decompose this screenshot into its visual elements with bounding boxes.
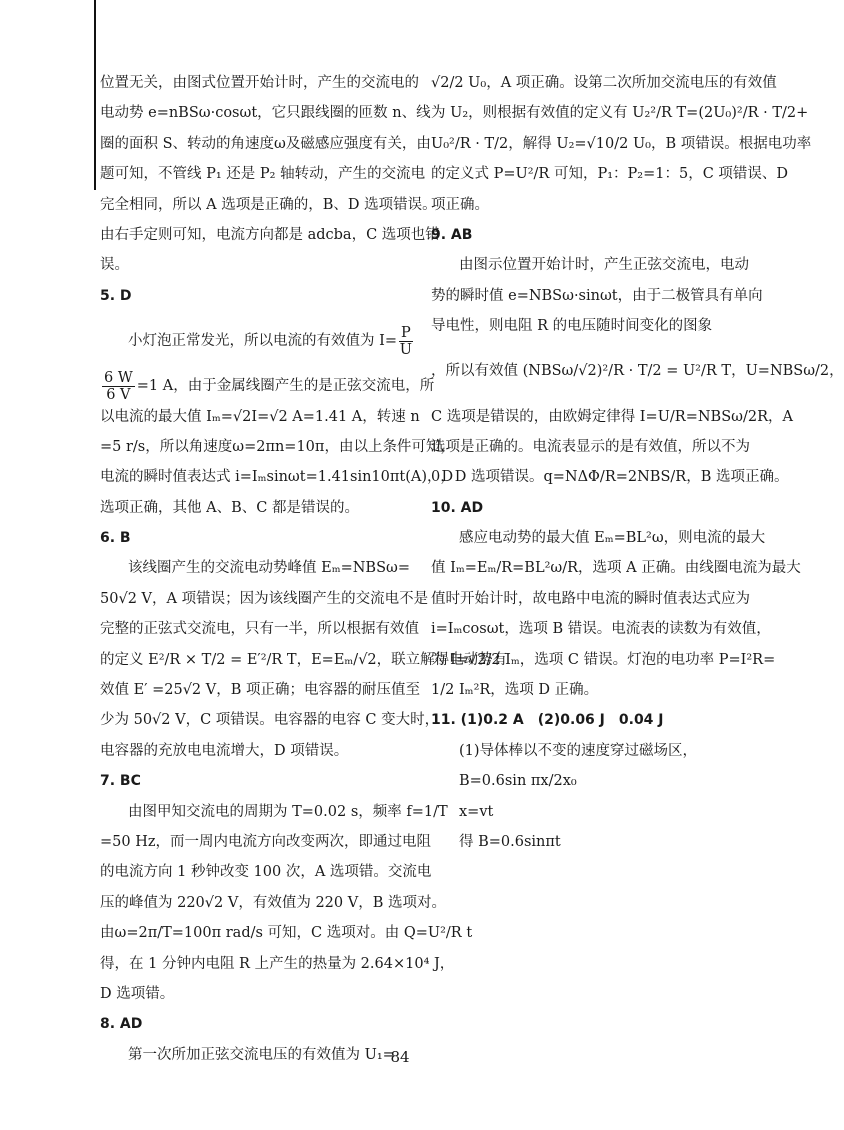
text-line: 由ω=2π/T=100π rad/s 可知，C 选项对。由 Q=U²/R t	[100, 925, 473, 942]
text-line: D 选项错。	[100, 985, 175, 1002]
fraction-denominator: 6 V	[106, 386, 131, 403]
text-line	[100, 369, 435, 403]
text-line: 势的瞬时值 e=NBSω·sinωt，由于二极管具有单向	[431, 287, 763, 304]
text-line: U₀²/R · T/2，解得 U₂=√10/2 U₀，B 项错误。根据电功率	[431, 135, 812, 152]
text-line: 得，在 1 分钟内电阻 R 上产生的热量为 2.64×10⁴ J，	[100, 955, 455, 972]
binding-line	[94, 0, 96, 190]
text-line: 的电流方向 1 秒钟改变 100 次，A 选项错。交流电	[100, 864, 432, 881]
text-line: 值 Iₘ=Eₘ/R=BL²ω/R，选项 A 正确。由线圈电流为最大	[431, 560, 801, 577]
text-line: i=Iₘcosωt，选项 B 错误。电流表的读数为有效值，	[431, 621, 771, 638]
fraction-numerator: P	[401, 324, 411, 341]
text-line: 值时开始计时，故电路中电流的瞬时值表达式应为	[431, 590, 750, 607]
formula-text: =1 A，由于金属线圈产生的是正弦交流电，所	[136, 378, 435, 395]
text-line: 效值 E′ =25√2 V，B 项正确；电容器的耐压值至	[100, 682, 421, 699]
answer-number-8: 8. AD	[100, 1016, 143, 1033]
text-line: 的定义式 P=U²/R 可知，P₁：P₂=1：5，C 项错误、D	[431, 166, 789, 183]
text-line: 电流的瞬时值表达式 i=Iₘsinωt=1.41sin10πt(A)，D	[100, 469, 454, 486]
fraction	[102, 370, 135, 403]
text-line: √2/2 U₀，A 项正确。设第二次所加交流电压的有效值	[431, 75, 777, 91]
fraction	[399, 325, 413, 358]
formula-text: ，所以有效值 (NBSω/√2)²/R · T/2 = U²/R T，U=NBSω/2，	[431, 363, 844, 380]
text-line: 压的峰值为 220√2 V，有效值为 220 V，B 选项对。	[100, 894, 446, 911]
text-line: 感应电动势的最大值 Eₘ=BL²ω，则电流的最大	[459, 530, 766, 547]
text-line: 误。	[100, 257, 129, 274]
text-line: 电容器的充放电电流增大，D 项错误。	[100, 742, 349, 759]
text-line: 得 B=0.6sinπt	[459, 833, 561, 850]
text-line: 项正确。	[431, 196, 489, 213]
answer-number-10: 10. AD	[431, 499, 484, 516]
right-column	[431, 68, 844, 857]
text-line: 为 U₂，则根据有效值的定义有 U₂²/R T=(2U₀)²/R · T/2+	[431, 105, 809, 122]
text-line: 由右手定则可知，电流方向都是 adcba，C 选项也错	[100, 226, 440, 243]
answer-number-5: 5. D	[100, 287, 132, 304]
text-line: (1)导体棒以不变的速度穿过磁场区，	[459, 742, 698, 759]
text-line: =5 r/s，所以角速度ω=2πn=10π，由以上条件可知，	[100, 438, 455, 455]
text-line: 选项正确，其他 A、B、C 都是错误的。	[100, 499, 359, 516]
text-line: 由图甲知交流电的周期为 T=0.02 s，频率 f=1/T	[128, 803, 448, 820]
answer-number-7: 7. BC	[100, 773, 141, 790]
text-line: B=0.6sin πx/2x₀	[459, 773, 577, 790]
text-line: 完全相同，所以 A 选项是正确的，B、D 选项错误。	[100, 196, 437, 213]
text-line: C 选项是错误的，由欧姆定律得 I=U/R=NBSω/2R，A	[431, 408, 793, 425]
text-line: 为 I=√2/2 Iₘ，选项 C 错误。灯泡的电功率 P=I²R=	[431, 651, 776, 668]
text-line: 由图示位置开始计时，产生正弦交流电，电动	[459, 257, 749, 274]
text-line: x=vt	[459, 803, 494, 820]
text-line: 导电性，则电阻 R 的电压随时间变化的图象	[431, 318, 713, 335]
text-line: 1/2 Iₘ²R，选项 D 正确。	[431, 682, 599, 699]
text-line: 选项是正确的。电流表显示的是有效值，所以不为	[431, 438, 750, 455]
answer-number-6: 6. B	[100, 530, 131, 547]
text-line: =50 Hz，而一周内电流方向改变两次，即通过电阻	[100, 833, 431, 850]
text-line: 题可知，不管线 P₁ 还是 P₂ 轴转动，产生的交流电	[100, 166, 426, 183]
text-line: 位置无关，由图式位置开始计时，产生的交流电的	[100, 75, 419, 91]
text-line: 50√2 V，A 项错误；因为该线圈产生的交流电不是	[100, 590, 429, 607]
text-line: 该线圈产生的交流电动势峰值 Eₘ=NBSω=	[128, 560, 410, 577]
text-line: 的定义 E²/R × T/2 = E′²/R T，E=Eₘ/√2，联立解得电动势有	[100, 651, 508, 668]
text-line	[431, 342, 844, 402]
formula-text: 小灯泡正常发光，所以电流的有效值为 I=	[128, 332, 397, 349]
fraction-numerator: 6 W	[104, 369, 133, 386]
text-line: 少为 50√2 V，C 项错误。电容器的电容 C 变大时，	[100, 712, 440, 729]
text-line: 第一次所加正弦交流电压的有效值为 U₁=	[128, 1046, 395, 1063]
text-line: 圈的面积 S、转动的角速度ω及磁感应强度有关，由	[100, 135, 431, 152]
text-line	[100, 311, 412, 371]
answer-number-9: 9. AB	[431, 226, 473, 243]
text-line: 0，D 选项错误。q=NΔΦ/R=2NBS/R，B 选项正确。	[431, 469, 789, 486]
answer-number-11: 11. (1)0.2 A (2)0.06 J 0.04 J	[431, 712, 664, 729]
page-number: 84	[390, 1048, 410, 1066]
text-line: 以电流的最大值 Iₘ=√2I=√2 A=1.41 A，转速 n	[100, 408, 420, 425]
text-line: 电动势 e=nBSω·cosωt，它只跟线圈的匝数 n、线	[100, 105, 431, 122]
text-line: 完整的正弦式交流电，只有一半，所以根据有效值	[100, 621, 419, 638]
fraction-denominator: U	[399, 341, 412, 358]
